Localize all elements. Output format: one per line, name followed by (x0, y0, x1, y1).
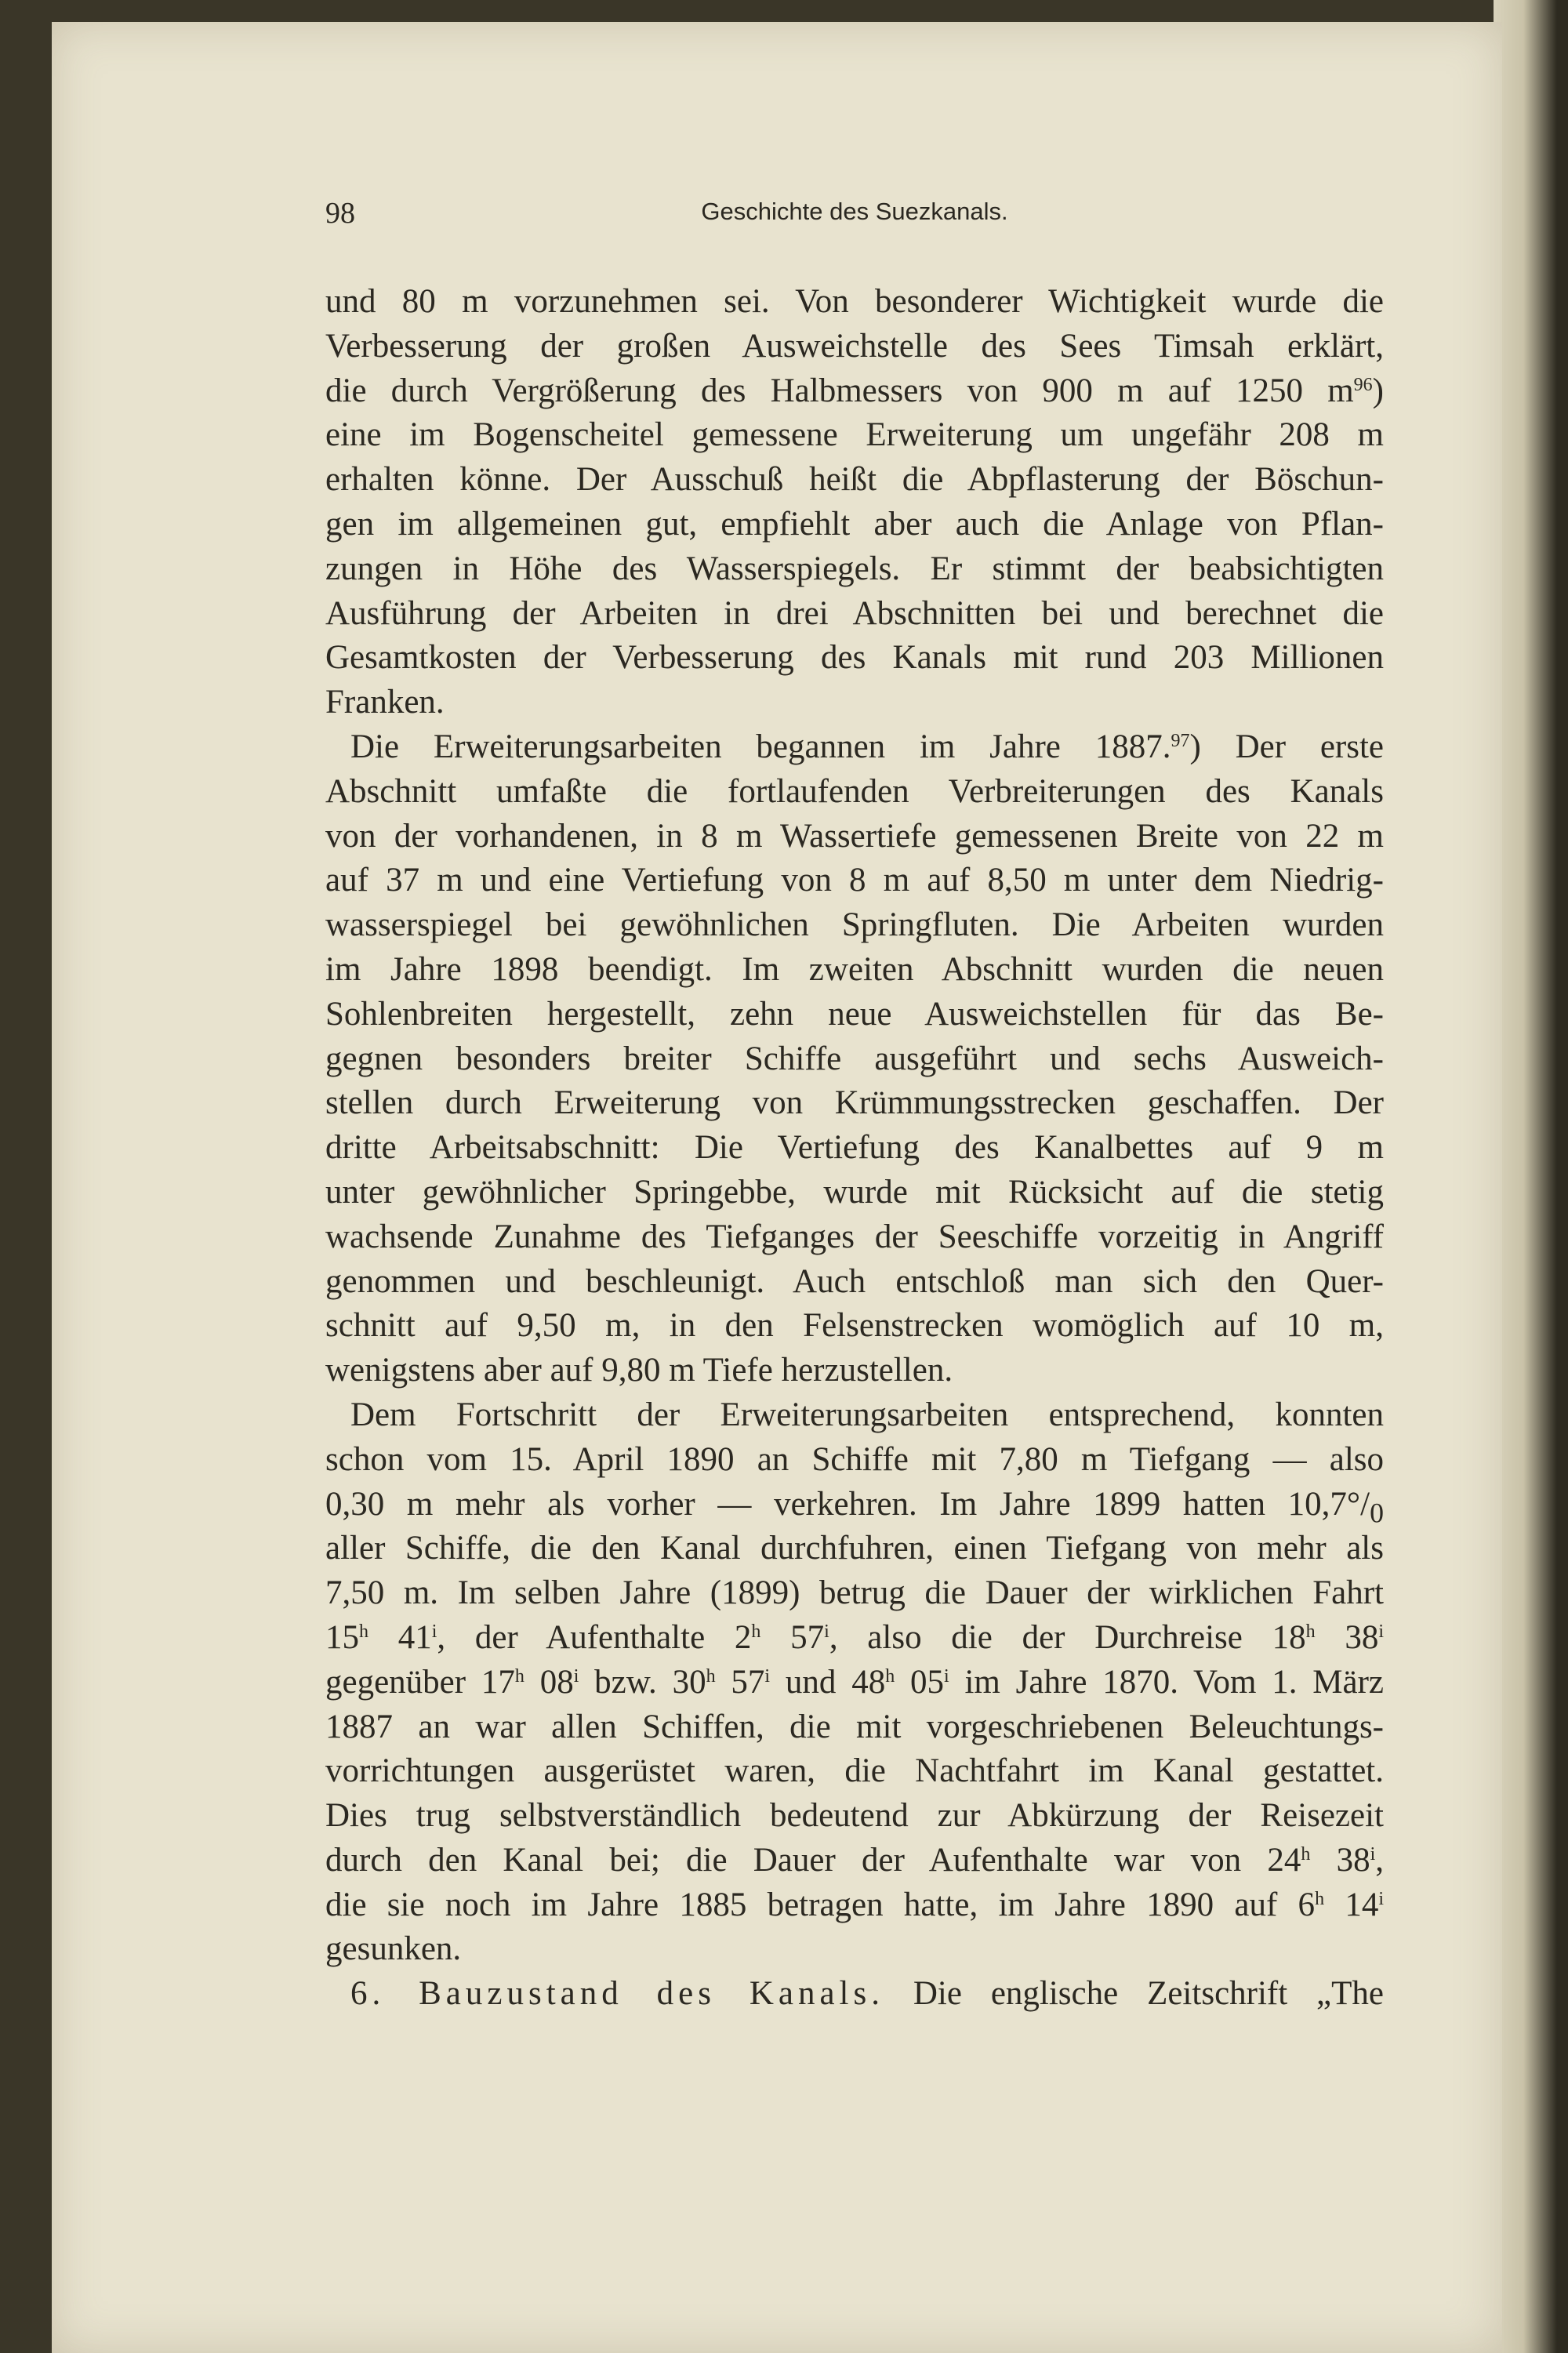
superscript: i (1378, 1888, 1384, 1909)
text-line (325, 1972, 1384, 2017)
text-run: Die Erweiterungsarbeiten begannen im Jahre 1887. (350, 728, 1171, 765)
text-line (325, 1749, 1384, 1794)
text-run: Sohlenbreiten hergestellt, zehn neue Ausweichstellen für das Be- (325, 995, 1384, 1033)
text-run: 0,30 m mehr als vorher — verkehren. Im Jahre 1899 hatten 10,7°/ (325, 1485, 1370, 1523)
text-run: 08 (524, 1663, 574, 1701)
superscript: h (885, 1665, 895, 1687)
text-run: schnitt auf 9,50 m, in den Felsenstrecken womöglich auf 10 m, (325, 1307, 1384, 1345)
text-line (325, 1438, 1384, 1483)
text-run: , also die der Durchreise 18 (829, 1618, 1306, 1656)
text-line (325, 948, 1384, 993)
text-line (325, 815, 1384, 859)
page-number: 98 (325, 197, 355, 230)
text-run: dritte Arbeitsabschnitt: Die Vertiefung des Kanalbettes auf 9 m (325, 1129, 1384, 1167)
superscript: i (1370, 1843, 1376, 1865)
superscript: h (514, 1665, 524, 1687)
text-line (325, 1839, 1384, 1883)
superscript: h (751, 1621, 761, 1642)
text-run: Gesamtkosten der Verbesserung des Kanals mit rund 203 Millionen (325, 639, 1384, 677)
book-page-edge (1494, 0, 1568, 2353)
text-run: die sie noch im Jahre 1885 betragen hatte, im Jahre 1890 auf 6 (325, 1886, 1316, 1923)
text-run: von der vorhandenen, in 8 m Wassertiefe gemessenen Breite von 22 m (325, 817, 1384, 855)
text-run: 41 (368, 1618, 432, 1656)
text-line (325, 1037, 1384, 1082)
text-line (325, 859, 1384, 903)
text-run: 15 (325, 1618, 359, 1656)
text-run: eine im Bogenscheitel gemessene Erweiterung um ungefähr 208 m (325, 416, 1384, 454)
text-line (325, 725, 1384, 770)
text-run: 57 (760, 1618, 825, 1656)
text-run: Franken. (325, 684, 445, 721)
text-line (325, 592, 1384, 637)
text-line (325, 1661, 1384, 1705)
text-line (325, 1571, 1384, 1616)
text-run: die durch Vergrößerung des Halbmessers von 900 m auf 1250 m (325, 372, 1354, 409)
running-title: Geschichte des Suezkanals. (701, 198, 1008, 225)
text-run: 38 (1315, 1618, 1379, 1656)
text-line (325, 503, 1384, 547)
text-line (325, 1616, 1384, 1661)
text-run: und 48 (770, 1663, 886, 1701)
superscript: i (573, 1665, 579, 1687)
superscript: i (431, 1621, 437, 1642)
text-line (325, 1260, 1384, 1305)
text-line (325, 413, 1384, 458)
text-run: im Jahre 1898 beendigt. Im zweiten Abschnitt wurden die neuen (325, 950, 1384, 988)
text-line (325, 1304, 1384, 1349)
text-run: 14 (1324, 1886, 1379, 1923)
text-run: unter gewöhnlicher Springebbe, wurde mit Rücksicht auf die stetig (325, 1173, 1384, 1211)
text-line (325, 1883, 1384, 1928)
superscript: 97 (1171, 730, 1190, 751)
text-run: stellen durch Erweiterung von Krümmungsstrecken geschaffen. Der (325, 1084, 1384, 1122)
text-run: vorrichtungen ausgerüstet waren, die Nachtfahrt im Kanal gestattet. (325, 1752, 1384, 1790)
text-run: wenigstens aber auf 9,80 m Tiefe herzustellen. (325, 1352, 953, 1389)
text-line (325, 1081, 1384, 1126)
text-run: aller Schiffe, die den Kanal durchfuhren, einen Tiefgang von mehr als (325, 1530, 1384, 1567)
text-line (325, 325, 1384, 369)
superscript: h (1301, 1843, 1311, 1865)
text-run: Dem Fortschritt der Erweiterungsarbeiten entsprechend, konnten (350, 1396, 1384, 1433)
text-run: wasserspiegel bei gewöhnlichen Springfluten. Die Arbeiten wurden (325, 906, 1384, 944)
text-line (325, 993, 1384, 1037)
subscript: 0 (1370, 1497, 1384, 1529)
superscript: h (359, 1621, 368, 1642)
text-run: gen im allgemeinen gut, empfiehlt aber auch die Anlage von Pflan- (325, 505, 1384, 543)
text-run: 05 (895, 1663, 944, 1701)
text-line (325, 1794, 1384, 1839)
superscript: i (1378, 1621, 1385, 1642)
text-run: 1887 an war allen Schiffen, die mit vorgeschriebenen Beleuchtungs- (325, 1708, 1384, 1745)
superscript: 96 (1353, 374, 1373, 395)
text-line (325, 1393, 1384, 1438)
text-run: , (1375, 1841, 1384, 1879)
text-run: ) (1372, 372, 1384, 409)
text-line (325, 1527, 1384, 1571)
text-run: , der Aufenthalte 2 (437, 1618, 752, 1656)
text-run: zungen in Höhe des Wasserspiegels. Er stimmt der beabsichtigten (325, 550, 1384, 587)
text-line (325, 1171, 1384, 1215)
text-run: ) Der erste (1189, 728, 1385, 765)
text-run: gesunken. (325, 1930, 462, 1968)
page-header (325, 196, 1384, 235)
text-line (325, 681, 1384, 725)
text-run: Dies trug selbstverständlich bedeutend zur Abkürzung der Reisezeit (325, 1797, 1384, 1835)
text-line (325, 458, 1384, 503)
superscript: i (764, 1665, 771, 1687)
text-line (325, 1349, 1384, 1393)
text-line (325, 280, 1384, 325)
text-run: durch den Kanal bei; die Dauer der Aufenthalte war von 24 (325, 1841, 1301, 1879)
text-run: bzw. 30 (579, 1663, 706, 1701)
text-run: Verbesserung der großen Ausweichstelle des Sees Timsah erklärt, (325, 327, 1384, 365)
text-line (325, 636, 1384, 681)
text-line (325, 1705, 1384, 1750)
text-line (325, 547, 1384, 592)
text-run: 38 (1310, 1841, 1370, 1879)
text-run: Abschnitt umfaßte die fortlaufenden Verbreiterungen des Kanals (325, 772, 1384, 810)
text-run: gegenüber 17 (325, 1663, 515, 1701)
body-text (325, 280, 1384, 2017)
text-line (325, 1483, 1384, 1527)
text-run: 6. Bauzustand des Kanals. (350, 1975, 884, 2013)
text-run: auf 37 m und eine Vertiefung von 8 m auf 8,50 m unter dem Niedrig- (325, 862, 1384, 899)
superscript: h (706, 1665, 716, 1687)
text-line (325, 903, 1384, 948)
text-run: im Jahre 1870. Vom 1. März (949, 1663, 1385, 1701)
text-run: Die englische Zeitschrift „The (884, 1975, 1384, 2013)
text-run: wachsende Zunahme des Tiefganges der Seeschiffe vorzeitig in Angriff (325, 1218, 1384, 1255)
text-line (325, 1927, 1384, 1972)
text-run: Ausführung der Arbeiten in drei Abschnitten bei und berechnet die (325, 594, 1384, 632)
superscript: h (1315, 1888, 1325, 1909)
superscript: i (944, 1665, 949, 1687)
text-run: gegnen besonders breiter Schiffe ausgeführt und sechs Ausweich- (325, 1040, 1384, 1077)
text-run: genommen und beschleunigt. Auch entschloß man sich den Quer- (325, 1262, 1384, 1300)
superscript: i (824, 1621, 829, 1642)
text-line (325, 1126, 1384, 1171)
superscript: h (1305, 1621, 1316, 1642)
text-run: erhalten könne. Der Ausschuß heißt die Abpflasterung der Böschun- (325, 461, 1384, 499)
text-run: schon vom 15. April 1890 an Schiffe mit 7,80 m Tiefgang — also (325, 1440, 1384, 1478)
text-run: und 80 m vorzunehmen sei. Von besonderer Wichtigkeit wurde die (325, 283, 1384, 320)
text-run: 7,50 m. Im selben Jahre (1899) betrug die Dauer der wirklichen Fahrt (325, 1574, 1384, 1612)
text-run: 57 (715, 1663, 765, 1701)
text-line (325, 1215, 1384, 1260)
text-line (325, 369, 1384, 414)
text-line (325, 770, 1384, 815)
